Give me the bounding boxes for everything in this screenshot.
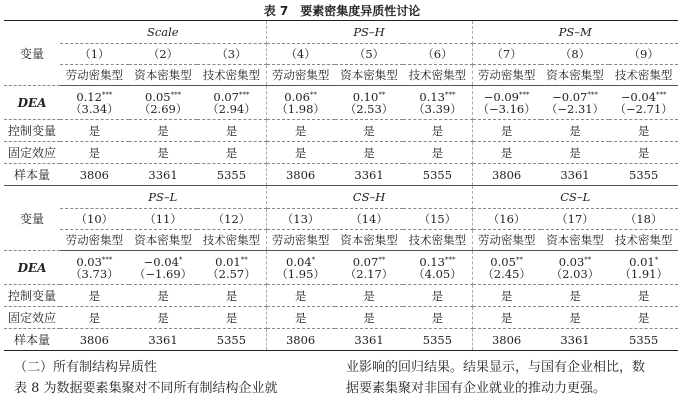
industry-type: 资本密集型 (335, 230, 404, 251)
fixed-effect-cell: 是 (541, 307, 610, 329)
control-cell: 是 (335, 285, 404, 307)
fixed-effect-cell: 是 (197, 307, 266, 329)
column-number: （2） (129, 44, 198, 65)
coefficient-line (541, 91, 610, 103)
coefficient-value: −0.09 (483, 89, 519, 104)
column-number: （5） (335, 44, 404, 65)
control-cell: 是 (541, 285, 610, 307)
column-number: （9） (609, 44, 678, 65)
column-number: （15） (403, 209, 472, 230)
t-statistic: （3.34） (70, 101, 119, 116)
fixed-effect-cell: 是 (129, 307, 198, 329)
dea-coefficient-cell (541, 86, 610, 120)
fixed-effect-cell: 是 (129, 142, 198, 164)
fixed-effect-cell: 是 (335, 307, 404, 329)
group-label: PS–M (472, 21, 678, 44)
sample-size-cell: 3361 (335, 164, 404, 186)
t-statistic: （4.05） (413, 266, 462, 281)
dea-label-text: DEA (17, 95, 47, 110)
industry-type: 劳动密集型 (472, 230, 541, 251)
dea-coefficient-cell (197, 251, 266, 285)
column-number: （13） (266, 209, 335, 230)
sample-size-row (4, 329, 678, 351)
t-statistic: （1.91） (619, 266, 668, 281)
column-number: （3） (197, 44, 266, 65)
industry-type: 技术密集型 (197, 230, 266, 251)
dea-coefficient-cell (403, 86, 472, 120)
fixed-effect-row (4, 142, 678, 164)
coefficient-value: 0.05 (144, 89, 171, 104)
control-row (4, 285, 678, 307)
coefficient-value: 0.04 (286, 254, 312, 269)
sample-size-cell: 3361 (335, 329, 404, 351)
coefficient-value: −0.07 (552, 89, 588, 104)
control-label: 控制变量 (4, 285, 60, 307)
fixed-effect-cell: 是 (403, 307, 472, 329)
industry-type: 资本密集型 (541, 65, 610, 86)
dea-coefficient-cell (609, 251, 678, 285)
sample-size-cell: 3361 (129, 329, 198, 351)
control-cell: 是 (403, 285, 472, 307)
fixed-effect-cell: 是 (472, 142, 541, 164)
significance-stars: ** (515, 255, 523, 264)
coefficient-line (335, 91, 404, 103)
fixed-effect-cell: 是 (266, 142, 335, 164)
variable-label: 变量 (4, 21, 60, 86)
right-paragraph-line-2: 据要素集聚对非国有企业就业的推动力更强。 (346, 381, 607, 396)
fixed-effect-label: 固定效应 (4, 307, 60, 329)
dea-coefficient-cell (266, 251, 335, 285)
control-cell: 是 (129, 120, 198, 142)
group-header-row (4, 186, 678, 209)
significance-stars: *** (101, 90, 113, 99)
fixed-effect-cell: 是 (197, 142, 266, 164)
sample-size-cell: 5355 (609, 164, 678, 186)
significance-stars: *** (239, 90, 250, 99)
sample-size-cell: 3361 (541, 164, 610, 186)
control-cell: 是 (472, 285, 541, 307)
column-number: （18） (609, 209, 678, 230)
coefficient-value: 0.06 (284, 89, 310, 104)
t-statistic: （−3.16） (477, 101, 536, 116)
sample-size-cell: 5355 (197, 329, 266, 351)
industry-type: 劳动密集型 (60, 65, 129, 86)
control-cell: 是 (197, 285, 266, 307)
column-number: （1） (60, 44, 129, 65)
coefficient-line (609, 256, 678, 268)
coefficient-line (197, 256, 265, 268)
group-label: CS–H (266, 186, 472, 209)
industry-type: 劳动密集型 (60, 230, 129, 251)
control-cell: 是 (266, 285, 335, 307)
column-number: （11） (129, 209, 198, 230)
left-text-column (14, 357, 344, 399)
sample-size-cell: 3361 (129, 164, 198, 186)
coefficient-line (403, 256, 471, 268)
sample-size-cell: 3806 (472, 164, 541, 186)
industry-type: 资本密集型 (129, 230, 198, 251)
fixed-effect-cell: 是 (609, 307, 678, 329)
t-statistic: （1.95） (276, 266, 325, 281)
significance-stars: * (311, 255, 316, 264)
column-number: （17） (541, 209, 610, 230)
industry-type: 资本密集型 (129, 65, 198, 86)
dea-coefficient-cell (129, 86, 198, 120)
fixed-effect-label: 固定效应 (4, 142, 60, 164)
fixed-effect-cell: 是 (403, 142, 472, 164)
sample-size-label: 样本量 (4, 164, 60, 186)
significance-stars: *** (170, 90, 182, 99)
coefficient-line (267, 256, 335, 268)
dea-coefficient-cell (472, 86, 541, 120)
dea-label-text: DEA (17, 260, 47, 275)
sample-size-cell: 3806 (266, 329, 335, 351)
dea-coefficient-cell (197, 86, 266, 120)
coefficient-value: 0.07 (352, 254, 379, 269)
sample-size-label: 样本量 (4, 329, 60, 351)
sample-size-cell: 3806 (60, 164, 129, 186)
t-statistic: （3.39） (413, 101, 462, 116)
dea-coefficient-cell (403, 251, 472, 285)
industry-type: 资本密集型 (335, 65, 404, 86)
control-cell: 是 (335, 120, 404, 142)
coefficient-value: 0.03 (76, 254, 102, 269)
significance-stars: *** (101, 255, 113, 264)
sample-size-cell: 5355 (609, 329, 678, 351)
coefficient-line (60, 256, 129, 268)
industry-type: 劳动密集型 (266, 65, 335, 86)
control-cell: 是 (609, 120, 678, 142)
coefficient-value: −0.04 (620, 89, 657, 104)
dea-coefficient-cell (472, 251, 541, 285)
column-number: （6） (403, 44, 472, 65)
coefficient-value: 0.03 (558, 254, 585, 269)
t-statistic: （2.17） (344, 266, 394, 281)
significance-stars: *** (444, 255, 456, 264)
column-number: （4） (266, 44, 335, 65)
coefficient-value: 0.10 (352, 89, 379, 104)
column-number: （10） (60, 209, 129, 230)
control-cell: 是 (266, 120, 335, 142)
column-number: （8） (541, 44, 610, 65)
t-statistic: （2.53） (344, 101, 394, 116)
group-label: Scale (60, 21, 266, 44)
control-cell: 是 (472, 120, 541, 142)
coefficient-value: −0.04 (143, 254, 179, 269)
coefficient-line (267, 91, 335, 103)
coefficient-line (541, 256, 610, 268)
coefficient-line (129, 256, 198, 268)
fixed-effect-cell: 是 (335, 142, 404, 164)
dea-coefficient-cell (541, 251, 610, 285)
dea-coefficient-cell (60, 86, 129, 120)
industry-type-row (4, 65, 678, 86)
dea-row (4, 251, 678, 285)
right-paragraph-line-1: 业影响的回归结果。结果显示，与国有企业相比，数 (346, 360, 646, 375)
control-cell: 是 (60, 285, 129, 307)
coefficient-value: 0.12 (76, 89, 102, 104)
sample-size-cell: 5355 (403, 329, 472, 351)
coefficient-line (197, 91, 265, 103)
control-cell: 是 (197, 120, 266, 142)
significance-stars: *** (656, 90, 667, 99)
coefficient-value: 0.13 (419, 89, 445, 104)
coefficient-line (473, 256, 541, 268)
coefficient-line (335, 256, 404, 268)
significance-stars: ** (240, 255, 248, 264)
industry-type: 技术密集型 (609, 65, 678, 86)
industry-type: 技术密集型 (609, 230, 678, 251)
sample-size-cell: 3806 (472, 329, 541, 351)
t-statistic: （3.73） (70, 266, 119, 281)
industry-type: 劳动密集型 (266, 230, 335, 251)
sample-size-row (4, 164, 678, 186)
industry-type: 技术密集型 (403, 65, 472, 86)
significance-stars: ** (378, 90, 386, 99)
fixed-effect-cell: 是 (472, 307, 541, 329)
dea-coefficient-cell (266, 86, 335, 120)
significance-stars: *** (587, 90, 598, 99)
control-cell: 是 (403, 120, 472, 142)
table-title: 表 7 要素密集度异质性讨论 (263, 4, 421, 18)
sample-size-cell: 5355 (403, 164, 472, 186)
coefficient-value: 0.05 (490, 254, 516, 269)
industry-type-row (4, 230, 678, 251)
dea-coefficient-cell (335, 251, 404, 285)
coefficient-line (129, 91, 198, 103)
t-statistic: （−2.71） (614, 101, 673, 116)
control-cell: 是 (609, 285, 678, 307)
coefficient-line (609, 91, 678, 103)
t-statistic: （2.57） (207, 266, 256, 281)
coefficient-line (403, 91, 471, 103)
t-statistic: （2.94） (207, 101, 256, 116)
significance-stars: *** (444, 90, 456, 99)
t-statistic: （2.45） (482, 266, 531, 281)
dea-coefficient-cell (60, 251, 129, 285)
dea-label (4, 86, 60, 120)
right-text-column (346, 357, 680, 399)
significance-stars: * (178, 255, 183, 264)
coefficient-value: 0.01 (215, 254, 241, 269)
column-number: （14） (335, 209, 404, 230)
fixed-effect-row (4, 307, 678, 329)
sample-size-cell: 3806 (266, 164, 335, 186)
control-cell: 是 (541, 120, 610, 142)
group-header-row (4, 21, 678, 44)
dea-coefficient-cell (129, 251, 198, 285)
fixed-effect-cell: 是 (541, 142, 610, 164)
significance-stars: * (654, 255, 659, 264)
coefficient-value: 0.13 (419, 254, 445, 269)
column-number: （7） (472, 44, 541, 65)
section-heading: （二）所有制结构异质性 (14, 360, 158, 375)
control-label: 控制变量 (4, 120, 60, 142)
control-cell: 是 (60, 120, 129, 142)
column-number: （12） (197, 209, 266, 230)
control-row (4, 120, 678, 142)
sample-size-cell: 5355 (197, 164, 266, 186)
significance-stars: ** (378, 255, 386, 264)
dea-coefficient-cell (335, 86, 404, 120)
control-cell: 是 (129, 285, 198, 307)
group-label: CS–L (472, 186, 678, 209)
industry-type: 劳动密集型 (472, 65, 541, 86)
dea-label (4, 251, 60, 285)
group-label: PS–L (60, 186, 266, 209)
sample-size-cell: 3806 (60, 329, 129, 351)
dea-row (4, 86, 678, 120)
coefficient-line (60, 91, 129, 103)
group-label: PS–H (266, 21, 472, 44)
left-paragraph-line: 表 8 为数据要素集聚对不同所有制结构企业就 (14, 381, 278, 396)
column-number-row (4, 209, 678, 230)
variable-label: 变量 (4, 186, 60, 251)
coefficient-line (473, 91, 541, 103)
t-statistic: （1.98） (276, 101, 325, 116)
column-number-row (4, 44, 678, 65)
industry-type: 资本密集型 (541, 230, 610, 251)
t-statistic: （2.03） (550, 266, 600, 281)
t-statistic: （−2.31） (545, 101, 605, 116)
t-statistic: （−1.69） (133, 266, 193, 281)
fixed-effect-cell: 是 (266, 307, 335, 329)
significance-stars: ** (309, 90, 317, 99)
dea-coefficient-cell (609, 86, 678, 120)
significance-stars: ** (584, 255, 592, 264)
t-statistic: （2.69） (138, 101, 188, 116)
coefficient-value: 0.01 (629, 254, 655, 269)
industry-type: 技术密集型 (403, 230, 472, 251)
significance-stars: *** (518, 90, 530, 99)
fixed-effect-cell: 是 (60, 142, 129, 164)
column-number: （16） (472, 209, 541, 230)
sample-size-cell: 3361 (541, 329, 610, 351)
fixed-effect-cell: 是 (609, 142, 678, 164)
industry-type: 技术密集型 (197, 65, 266, 86)
coefficient-value: 0.07 (213, 89, 239, 104)
results-table (4, 20, 678, 351)
fixed-effect-cell: 是 (60, 307, 129, 329)
